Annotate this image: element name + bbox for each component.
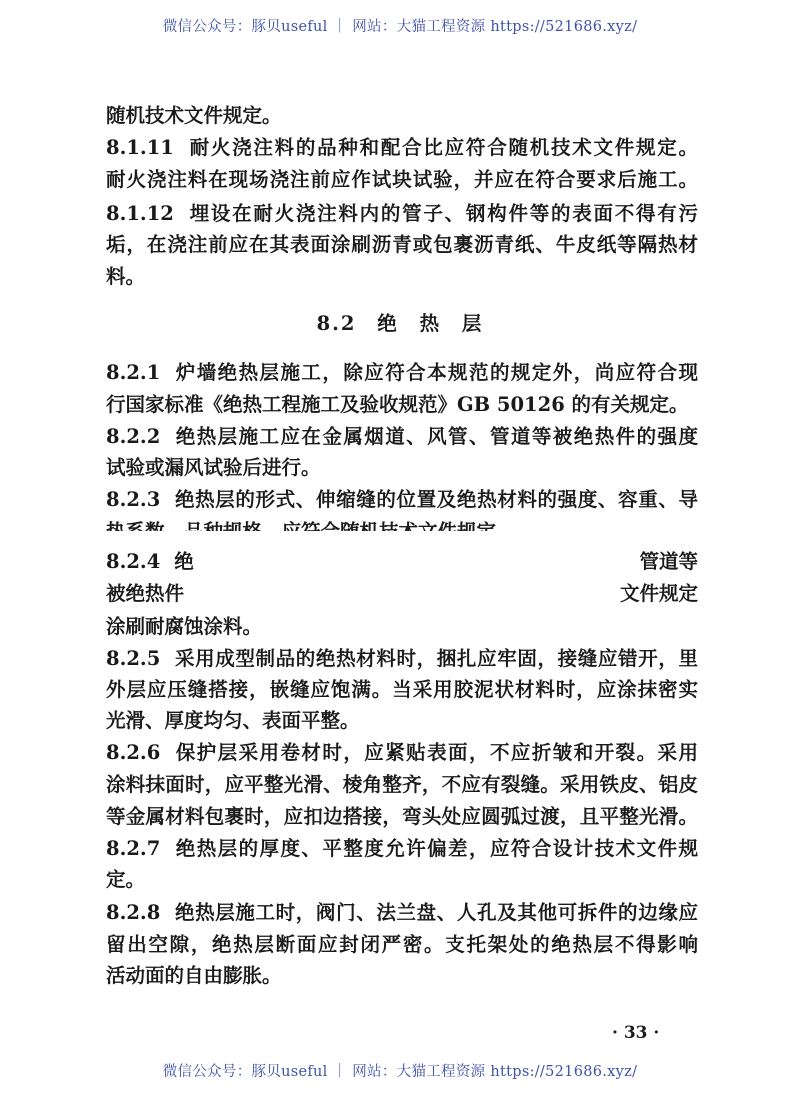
text-line: 随机技术文件规定。 xyxy=(106,104,282,127)
clause-8-2-1: 8.2.1 炉墙绝热层施工，除应符合本规范的规定外，尚应符合现 xyxy=(106,357,698,388)
clause-8-1-11: 8.1.11 耐火浇注料的品种和配合比应符合随机技术文件规定。 xyxy=(106,132,698,163)
text-line: 试验或漏风试验后进行。 xyxy=(106,456,321,479)
clause-number: 8.2.8 xyxy=(106,901,161,924)
clause-8-2-3: 8.2.3 绝热层的形式、伸缩缝的位置及绝热材料的强度、容重、导 xyxy=(106,484,698,515)
text-line: 耐火浇注料在现场浇注前应作试块试验，并应在符合要求后施工。 xyxy=(106,168,698,191)
clause-8-2-2: 8.2.2 绝热层施工应在金属烟道、风管、管道等被绝热件的强度 xyxy=(106,421,698,452)
clause-number: 8.2.5 xyxy=(106,647,161,670)
clause-number: 8.2.6 xyxy=(106,741,161,764)
clause-number: 8.1.11 xyxy=(106,136,174,159)
watermark-bottom: 微信公众号：豚贝useful ｜ 网站：大猫工程资源 https://521686.xyz/ xyxy=(162,1064,638,1080)
text-line: 涂刷耐腐蚀涂料。 xyxy=(106,615,263,638)
clause-number: 8.2.3 xyxy=(106,488,161,511)
clause-8-1-12: 8.1.12 埋设在耐火浇注料内的管子、钢构件等的表面不得有污 xyxy=(106,198,698,229)
watermark-top: 微信公众号：豚贝useful ｜ 网站：大猫工程资源 https://521686.xyz/ xyxy=(162,19,638,35)
text-line: 等金属材料包裹时，应扣边搭接，弯头处应圆弧过渡，且平整光滑。 xyxy=(106,805,698,828)
clause-8-2-5: 8.2.5 采用成型制品的绝热材料时，捆扎应牢固，接缝应错开，里 xyxy=(106,643,698,674)
text-line: 活动面的自由膨胀。 xyxy=(106,964,282,987)
text-line: 料。 xyxy=(106,265,146,288)
text-line: 留出空隙，绝热层断面应封闭严密。支托架处的绝热层不得影响 xyxy=(106,933,698,956)
clause-number: 8.2.7 xyxy=(106,837,161,860)
section-number: 8.2 xyxy=(316,312,357,335)
text-line: 行国家标准《绝热工程施工及验收规范》GB 50126 的有关规定。 xyxy=(106,393,689,416)
text-line: 被绝热件 文件规定 xyxy=(106,582,698,605)
clause-number: 8.1.12 xyxy=(106,202,174,225)
section-title-char: 层 xyxy=(461,312,484,335)
clause-number: 8.2.4 xyxy=(106,550,161,573)
clause-8-2-7: 8.2.7 绝热层的厚度、平整度允许偏差，应符合设计技术文件规 xyxy=(106,833,698,864)
text-line: 光滑、厚度均匀、表面平整。 xyxy=(106,709,360,732)
section-title-char: 热 xyxy=(419,312,442,335)
section-heading xyxy=(0,308,800,336)
text-line: 定。 xyxy=(106,868,146,891)
text-line: 垢，在浇注前应在其表面涂刷沥青或包裹沥青纸、牛皮纸等隔热材 xyxy=(106,233,698,256)
clause-number: 8.2.2 xyxy=(106,425,161,448)
clause-8-2-8: 8.2.8 绝热层施工时，阀门、法兰盘、人孔及其他可拆件的边缘应 xyxy=(106,897,698,928)
text-line: 涂料抹面时，应平整光滑、棱角整齐，不应有裂缝。采用铁皮、铝皮 xyxy=(106,773,698,796)
clause-number: 8.2.1 xyxy=(106,361,161,384)
scan-gap xyxy=(100,531,710,548)
page-number: · 33 · xyxy=(612,1023,660,1043)
clause-8-2-4: 8.2.4 绝 管道等 xyxy=(106,546,698,577)
clause-8-2-6: 8.2.6 保护层采用卷材时，应紧贴表面，不应折皱和开裂。采用 xyxy=(106,737,698,768)
text-line: 外层应压缝搭接，嵌缝应饱满。当采用胶泥状材料时，应涂抹密实 xyxy=(106,678,698,701)
section-title-char: 绝 xyxy=(377,312,399,335)
